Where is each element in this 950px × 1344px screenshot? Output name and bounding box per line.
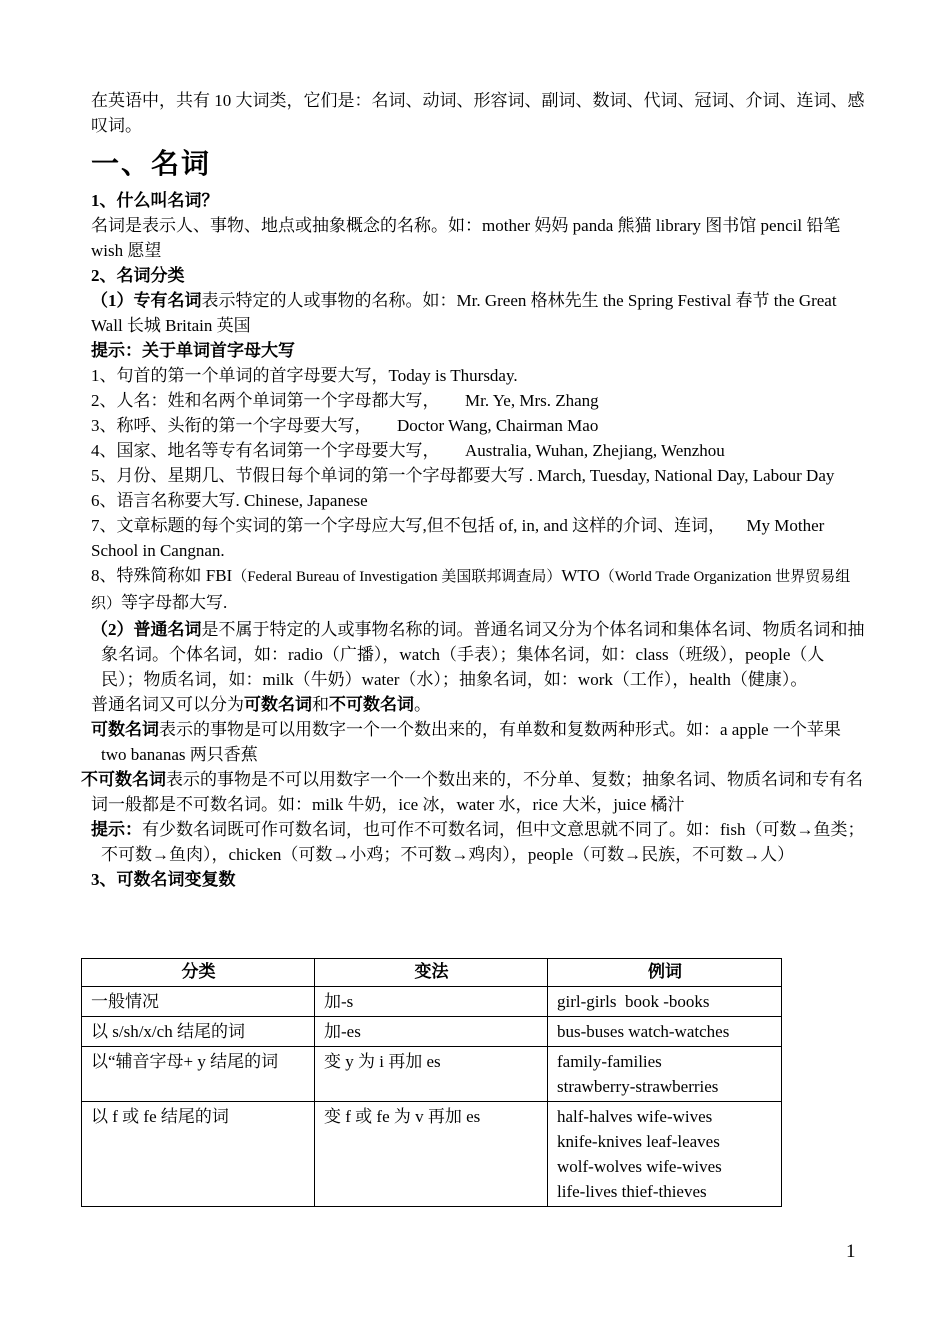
dual-noun-tip: [91, 817, 866, 867]
document-body: [81, 88, 866, 892]
proper-noun-paragraph: [91, 288, 866, 338]
header-method: 变法: [315, 959, 548, 987]
uncountable-label: 不可数名词: [81, 770, 166, 789]
common-noun-paragraph: [91, 617, 866, 692]
row-examples: [548, 1017, 782, 1047]
row-examples: [548, 1102, 782, 1207]
row-category: 以“辅音字母+ y 结尾的词: [82, 1047, 315, 1102]
dual-noun-tip-label: 提示：: [91, 820, 142, 839]
section-title: 一、名词: [91, 147, 212, 180]
dual-noun-tip-text: 有少数名词既可作可数名词，也可作不可数名词，但中文意思就不同了。如：fish（可数→鱼类；不可数→鱼肉），chicken（可数→小鸡；不可数→鸡肉），people（可数→民族，不可数→人）: [101, 820, 865, 864]
countable-label: 可数名词: [91, 720, 159, 739]
capitalization-rule-3: 3、称呼、头衔的第一个字母要大写， Doctor Wang, Chairman Mao: [91, 416, 599, 435]
example-line: strawberry-strawberries: [557, 1077, 719, 1096]
example-line: family-families: [557, 1052, 662, 1071]
example-line: bus-buses watch-watches: [557, 1022, 730, 1041]
capitalization-rule-7: 7、文章标题的每个实词的第一个字母应大写,但不包括 of, in, and 这样的介词、连词， My Mother School in Cangnan.: [91, 516, 829, 560]
row-method: 变 y 为 i 再加 es: [315, 1047, 548, 1102]
row-method: 加-es: [315, 1017, 548, 1047]
rule8-fbi-gloss: （Federal Bureau of Investigation 美国联邦调查局）: [232, 569, 562, 585]
proper-noun-label: （1）专有名词: [91, 291, 202, 310]
row-examples: [548, 987, 782, 1017]
table-row: [82, 987, 782, 1017]
row-category: 以 s/sh/x/ch 结尾的词: [82, 1017, 315, 1047]
common-noun-text: 是不属于特定的人或事物名称的词。普通名词又分为个体名词和集体名词、物质名词和抽象名词。个体名词，如：radio（广播），watch（手表）；集体名词，如：class（班级），people（人民）；物质名词，如：milk（牛奶）water（水）；抽象名词，如：work（工作），health（健康）。: [101, 620, 865, 689]
table-row: [82, 1017, 782, 1047]
table-row: [82, 1047, 782, 1102]
countable-term: 可数名词: [244, 695, 312, 714]
q2-heading: 2、名词分类: [91, 266, 185, 285]
capitalization-rule-5: 5、月份、星期几、节假日每个单词的第一个字母都要大写 . March, Tuesday, National Day, Labour Day: [91, 466, 835, 485]
plural-rules-table: [81, 958, 782, 1207]
capitalization-rule-2: 2、人名：姓和名两个单词第一个字母都大写， Mr. Ye, Mrs. Zhang: [91, 391, 599, 410]
row-method: 加-s: [315, 987, 548, 1017]
capitalization-rule-6: 6、语言名称要大写. Chinese, Japanese: [91, 491, 368, 510]
common-noun-label: （2）普通名词: [91, 620, 202, 639]
header-category: 分类: [82, 959, 315, 987]
capitalization-rule-1: 1、句首的第一个单词的首字母要大写，Today is Thursday.: [91, 366, 518, 385]
q1-heading: 1、什么叫名词？: [91, 191, 219, 210]
uncountable-paragraph: [81, 767, 866, 817]
rule8-wto: WTO: [561, 566, 600, 585]
table-header-row: [82, 959, 782, 987]
example-line: half-halves wife-wives: [557, 1107, 713, 1126]
example-line: knife-knives leaf-leaves: [557, 1132, 720, 1151]
q1-body: 名词是表示人、事物、地点或抽象概念的名称。如：mother 妈妈 panda 熊猫 library 图书馆 pencil 铅笔 wish 愿望: [91, 216, 841, 260]
rule8-tail: 等字母都大写.: [121, 593, 228, 612]
capitalization-tip-heading: 提示：关于单词首字母大写: [91, 341, 295, 360]
table-row: [82, 1102, 782, 1207]
uncountable-term: 不可数名词: [329, 695, 414, 714]
row-category: 一般情况: [82, 987, 315, 1017]
row-category: 以 f 或 fe 结尾的词: [82, 1102, 315, 1207]
countable-text: 表示的事物是可以用数字一个一个数出来的，有单数和复数两种形式。如：a apple 一个苹果 two bananas 两只香蕉: [101, 720, 841, 764]
intro-paragraph: 在英语中，共有 10 大词类，它们是：名词、动词、形容词、副词、数词、代词、冠词、介词、连词、感叹词。: [91, 91, 865, 135]
page-number: 1: [846, 1241, 856, 1262]
example-line: girl-girls book -books: [557, 992, 710, 1011]
countable-paragraph: [91, 717, 866, 767]
example-line: wolf-wolves wife-wives: [557, 1157, 722, 1176]
noun-split-sentence: [91, 692, 866, 717]
example-line: life-lives thief-thieves: [557, 1182, 707, 1201]
capitalization-rule-8: [91, 563, 866, 617]
row-method: 变 f 或 fe 为 v 再加 es: [315, 1102, 548, 1207]
proper-noun-text: 表示特定的人或事物的名称。如：Mr. Green 格林先生 the Spring Festival 春节 the Great Wall 长城 Britain 英国: [91, 291, 837, 335]
noun-split-text: 普通名词又可以分为: [91, 695, 244, 714]
header-examples: 例词: [548, 959, 782, 987]
row-examples: [548, 1047, 782, 1102]
capitalization-rule-4: 4、国家、地名等专有名词第一个字母要大写， Australia, Wuhan, Zhejiang, Wenzhou: [91, 441, 725, 460]
q3-heading: 3、可数名词变复数: [91, 870, 236, 889]
noun-split-end: 。: [414, 695, 431, 714]
uncountable-text: 表示的事物是不可以用数字一个一个数出来的，不分单、复数；抽象名词、物质名词和专有名词一般都是不可数名词。如：milk 牛奶，ice 冰，water 水，rice 大米，juice 橘汁: [91, 770, 863, 814]
rule8-fbi: 8、特殊简称如 FBI: [91, 566, 233, 585]
rule8-wto-gloss: （World Trade Organization 世界贸易组织）: [91, 569, 851, 612]
noun-split-and: 和: [312, 695, 329, 714]
